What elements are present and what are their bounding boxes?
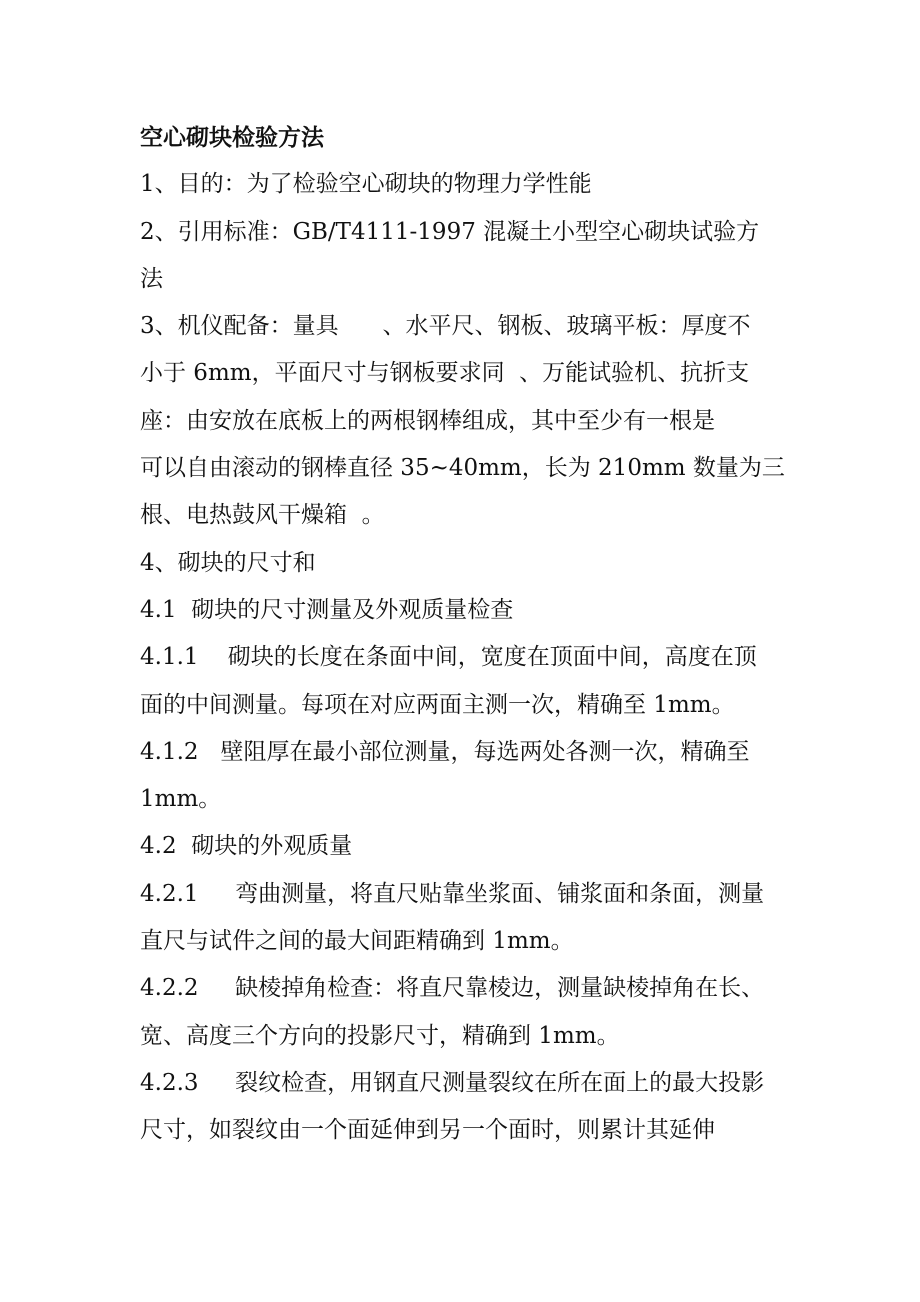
text-line: 4.1.2 壁阻厚在最小部位测量，每选两处各测一次，精确至 (140, 738, 750, 765)
text-line: 3、机仪配备：量具 、水平尺、钢板、玻璃平板：厚度不 (140, 313, 751, 340)
text-line: 4.1 砌块的尺寸测量及外观质量检查 (140, 596, 514, 623)
text-line: 面的中间测量。每项在对应两面主测一次，精确至 1mm。 (140, 691, 735, 718)
text-line: 4、砌块的尺寸和 (140, 549, 316, 576)
text-line: 4.2 砌块的外观质量 (140, 833, 353, 860)
text-line: 1、目的：为了检验空心砌块的物理力学性能 (140, 171, 592, 198)
text-line: 1mm。 (140, 786, 222, 813)
text-line: 小于 6mm，平面尺寸与钢板要求同 、万能试验机、抗折支 (140, 360, 750, 387)
text-line: 4.1.1 砌块的长度在条面中间，宽度在顶面中间，高度在顶 (140, 644, 757, 671)
text-line: 尺寸，如裂纹由一个面延伸到另一个面时，则累计其延伸 (140, 1117, 715, 1144)
document-body (140, 114, 785, 1155)
text-line: 4.2.1 弯曲测量，将直尺贴靠坐浆面、铺浆面和条面，测量 (140, 880, 765, 907)
text-line: 法 (140, 265, 163, 292)
text-line: 直尺与试件之间的最大间距精确到 1mm。 (140, 928, 574, 955)
text-line: 4.2.2 缺棱掉角检查：将直尺靠棱边，测量缺棱掉角在长、 (140, 975, 765, 1002)
text-line: 宽、高度三个方向的投影尺寸，精确到 1mm。 (140, 1022, 620, 1049)
text-line: 可以自由滚动的钢棒直径 35~40mm，长为 210mm 数量为三 (140, 455, 785, 482)
text-line: 2、引用标准：GB/T4111-1997 混凝土小型空心砌块试验方 (140, 218, 760, 245)
document-title: 空心砌块检验方法 (140, 124, 324, 151)
text-line: 座：由安放在底板上的两根钢棒组成，其中至少有一根是 (140, 407, 715, 434)
text-line: 根、电热鼓风干燥箱 。 (140, 502, 385, 529)
text-line: 4.2.3 裂纹检查，用钢直尺测量裂纹在所在面上的最大投影 (140, 1069, 765, 1096)
